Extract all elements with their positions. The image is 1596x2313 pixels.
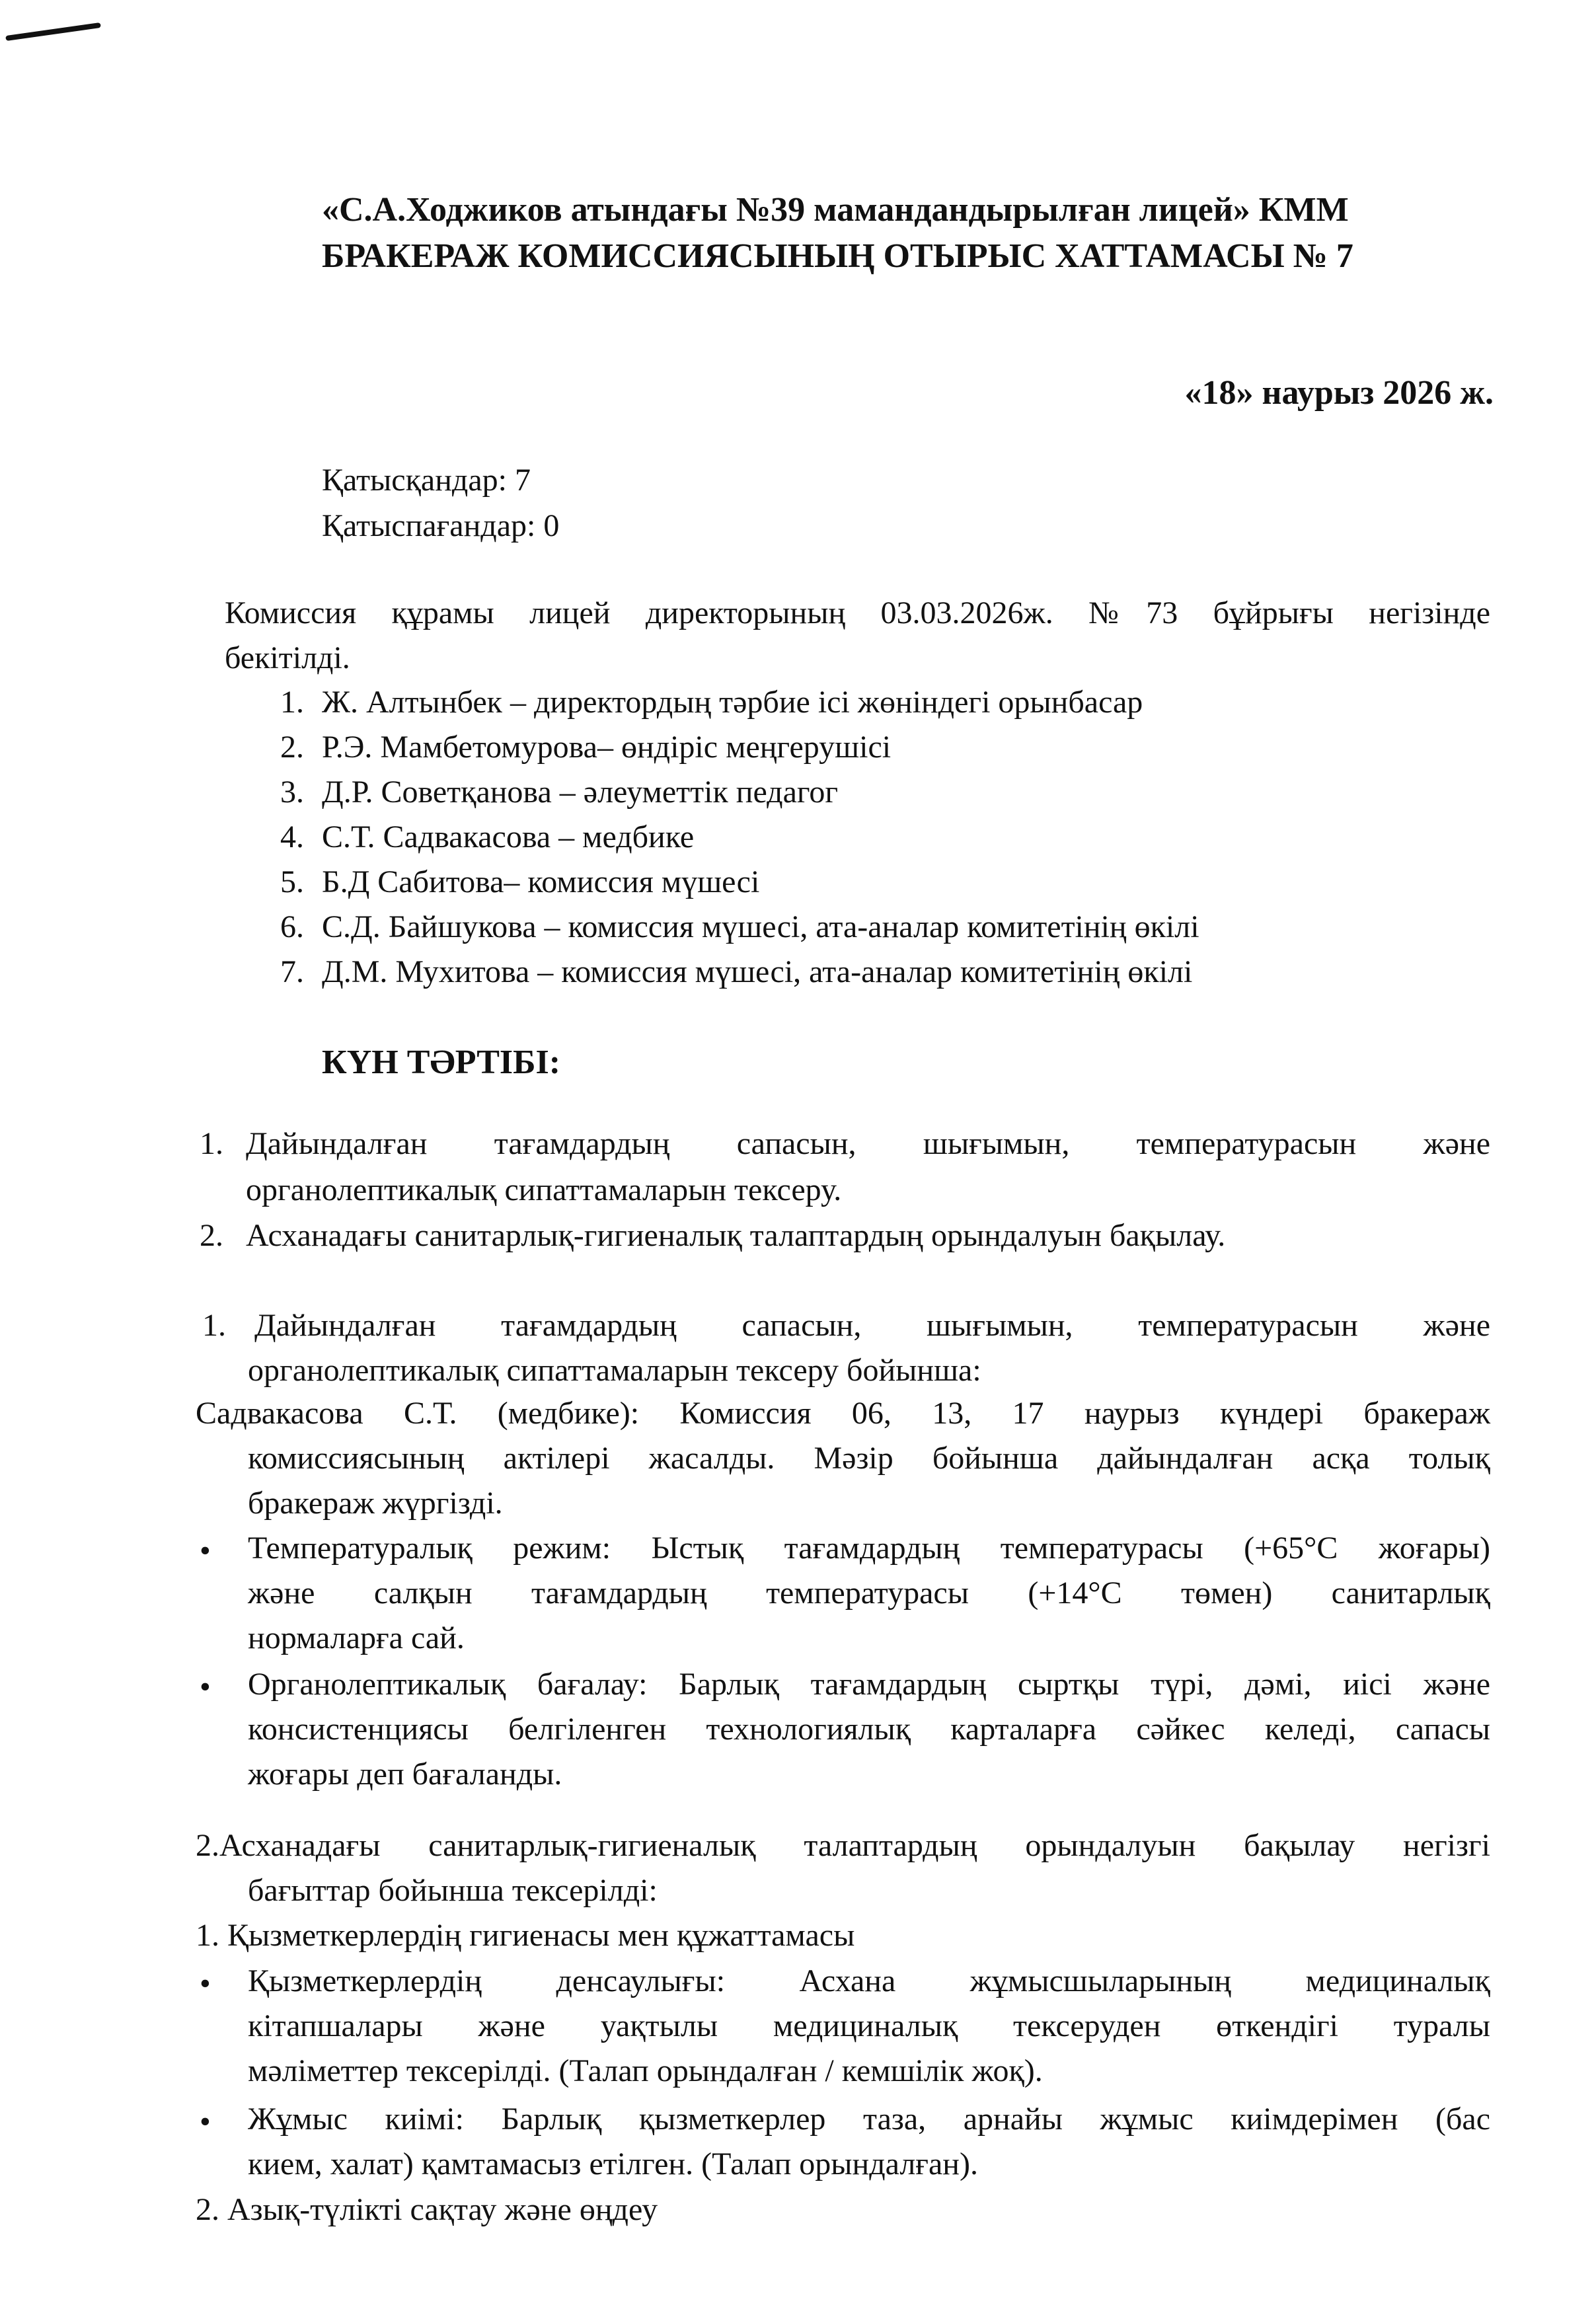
staff-health: Қызметкерлердің денсаулығы: Асхана жұмысшыларының медициналық <box>248 1963 1490 1998</box>
bullet-icon: • <box>200 1966 211 2001</box>
attendance-absent: Қатыспағандар: 0 <box>322 508 560 543</box>
agenda-item-1: Дайындалған тағамдардың сапасын, шығымын, температурасын және <box>246 1126 1490 1161</box>
commission-member: С.Д. Байшукова – комиссия мүшесі, ата-аналар комитетінің өкілі <box>322 909 1199 944</box>
nurse-report-cont: комиссиясының актілері жасалды. Мәзір бойынша дайындалған асқа толық <box>248 1441 1490 1476</box>
staff-health-cont: кітапшалары және уақтылы медициналық тексеруден өткендігі туралы <box>248 2008 1490 2043</box>
list-item-number: 6. <box>280 909 304 944</box>
commission-member: Д.М. Мухитова – комиссия мүшесі, ата-аналар комитетінің өкілі <box>322 954 1193 989</box>
list-item-number: 2. <box>280 730 304 765</box>
list-item-number: 3. <box>280 775 304 810</box>
work-clothes: Жұмыс киімі: Барлық қызметкерлер таза, арнайы жұмыс киімдерімен (бас <box>248 2102 1490 2137</box>
commission-member: Р.Э. Мамбетомурова– өндіріс меңгерушісі <box>322 730 892 765</box>
section-1-title-cont: органолептикалық сипаттамаларын тексеру бойынша: <box>248 1353 981 1388</box>
bullet-icon: • <box>200 2104 211 2139</box>
section-2-title-cont: бағыттар бойынша тексерілді: <box>248 1873 658 1908</box>
protocol-title: БРАКЕРАЖ КОМИССИЯСЫНЫҢ ОТЫРЫС ХАТТАМАСЫ № 7 <box>322 237 1353 275</box>
section-number: 1. <box>202 1308 226 1343</box>
agenda-item-number: 2. <box>200 1218 223 1253</box>
subsection-heading: 2. Азық-түлікті сақтау және өңдеу <box>196 2192 658 2227</box>
commission-intro: Комиссия құрамы лицей директорының 03.03.2026ж. №73 бұйрығы негізінде <box>225 595 1490 630</box>
organoleptic-assessment: Органолептикалық бағалау: Барлық тағамдардың сыртқы түрі, дәмі, иісі және <box>248 1667 1490 1702</box>
list-item-number: 7. <box>280 954 304 989</box>
organoleptic-assessment-cont: консистенциясы белгіленген технологиялық карталарға сәйкес келеді, сапасы <box>248 1712 1490 1747</box>
temperature-regime-cont: және салқын тағамдардың температурасы (+14°С төмен) санитарлық <box>248 1575 1490 1611</box>
agenda-heading: КҮН ТӘРТІБІ: <box>322 1043 561 1081</box>
commission-member: Ж. Алтынбек – директордың тәрбие ісі жөніндегі орынбасар <box>322 685 1143 720</box>
org-title: «С.А.Ходжиков атындағы №39 мамандандырылған лицей» КММ <box>322 191 1349 229</box>
commission-intro-cont: бекітілді. <box>225 640 350 675</box>
nurse-report-cont: бракераж жүргізді. <box>248 1486 503 1521</box>
list-item-number: 4. <box>280 819 304 854</box>
bullet-icon: • <box>200 1669 211 1704</box>
protocol-date: «18» наурыз 2026 ж. <box>1184 374 1494 412</box>
section-2-title: 2.Асханадағы санитарлық-гигиеналық талаптардың орындалуын бақылау негізгі <box>196 1828 1490 1863</box>
attendance-present: Қатысқандар: 7 <box>322 463 531 498</box>
commission-member: Д.Р. Советқанова – әлеуметтік педагог <box>322 775 839 810</box>
bullet-icon: • <box>200 1533 211 1568</box>
agenda-item-2: Асханадағы санитарлық-гигиеналық талаптардың орындалуын бақылау. <box>246 1218 1226 1253</box>
nurse-report: Садвакасова С.Т. (медбике): Комиссия 06, 13, 17 наурыз күндері бракераж <box>196 1396 1490 1431</box>
work-clothes-cont: кием, халат) қамтамасыз етілген. (Талап орындалған). <box>248 2146 978 2181</box>
staff-health-cont: мәліметтер тексерілді. (Талап орындалған / кемшілік жоқ). <box>248 2053 1043 2088</box>
organoleptic-assessment-cont: жоғары деп бағаланды. <box>248 1757 562 1792</box>
temperature-regime: Температуралық режим: Ыстық тағамдардың температурасы (+65°С жоғары) <box>248 1531 1490 1566</box>
section-1-title: Дайындалған тағамдардың сапасын, шығымын, температурасын және <box>254 1308 1490 1343</box>
subsection-heading: 1. Қызметкерлердің гигиенасы мен құжаттамасы <box>196 1918 855 1953</box>
agenda-item-number: 1. <box>200 1126 223 1161</box>
agenda-item-1-cont: органолептикалық сипаттамаларын тексеру. <box>246 1172 842 1207</box>
list-item-number: 1. <box>280 685 304 720</box>
commission-member: Б.Д Сабитова– комиссия мүшесі <box>322 864 760 899</box>
list-item-number: 5. <box>280 864 304 899</box>
commission-member: С.Т. Садвакасова – медбике <box>322 819 695 854</box>
temperature-regime-cont: нормаларға сай. <box>248 1620 465 1655</box>
